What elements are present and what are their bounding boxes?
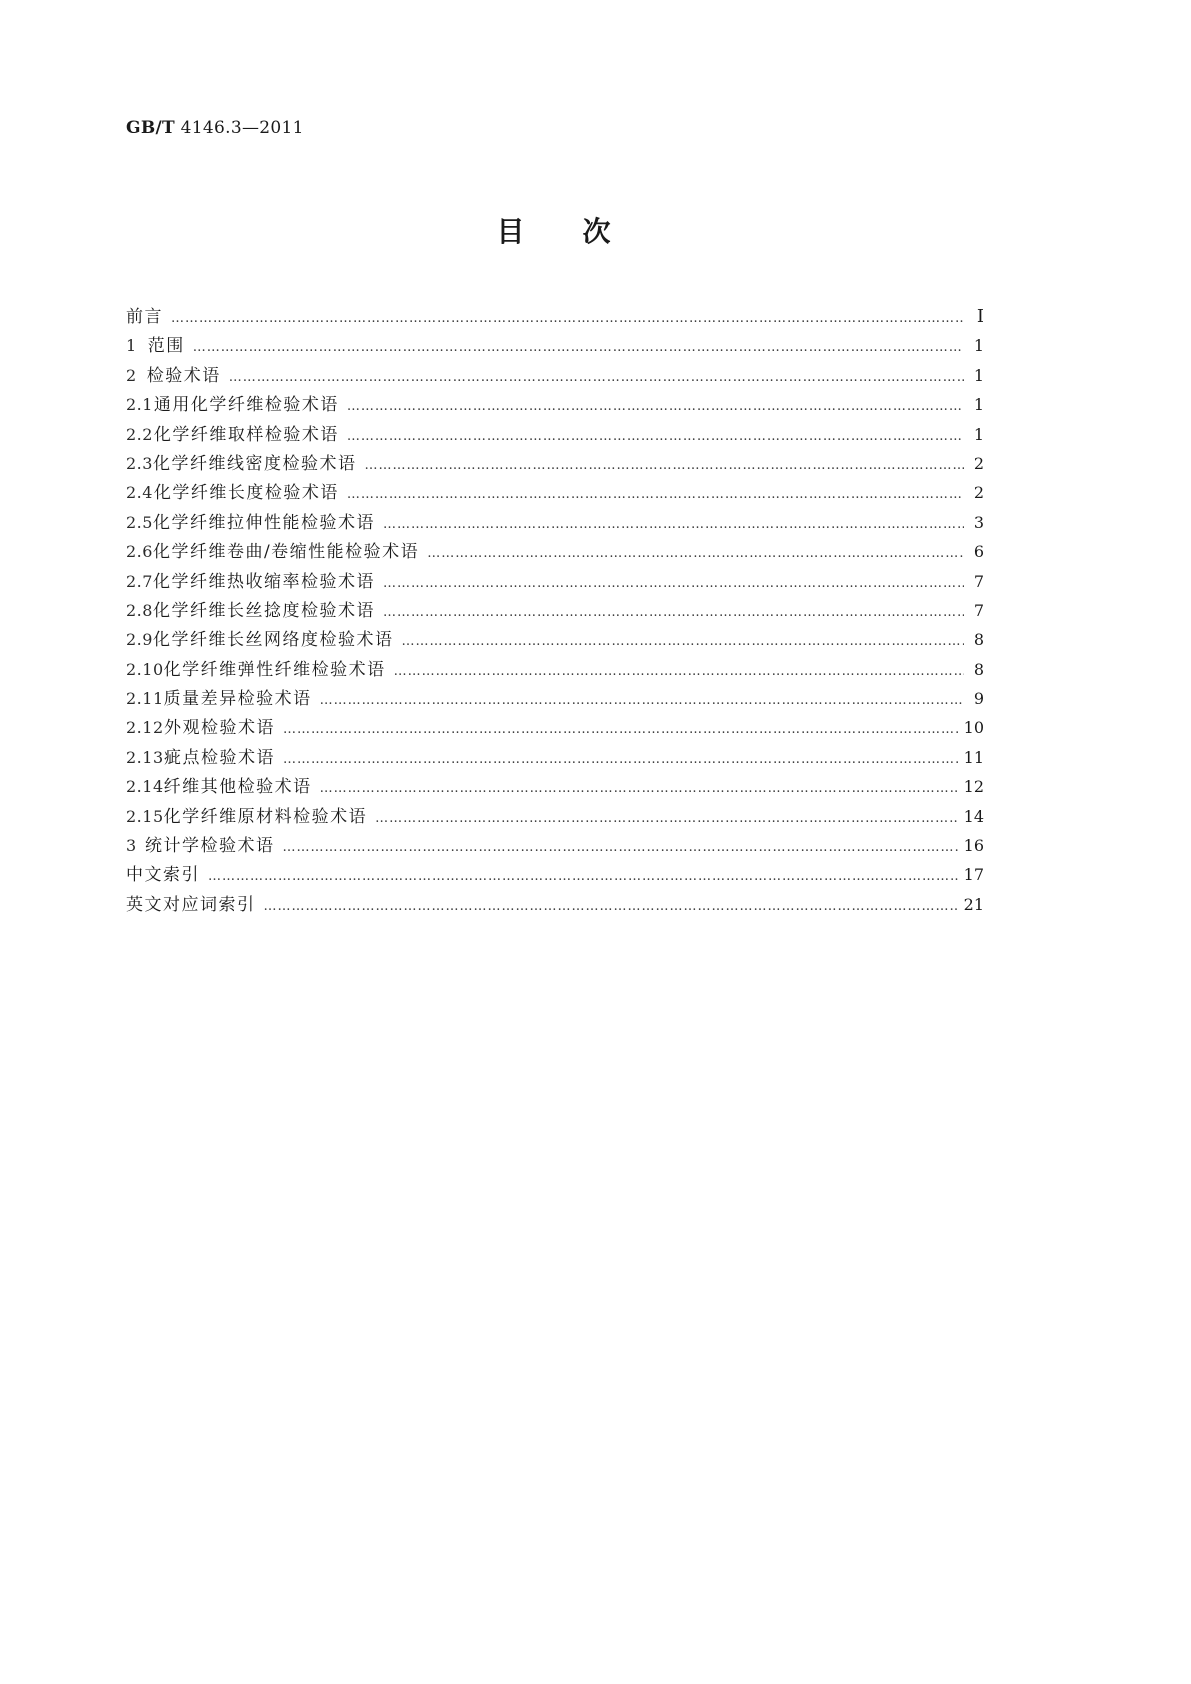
toc-leader <box>264 899 958 914</box>
table-of-contents <box>126 302 984 919</box>
toc-leader <box>365 458 964 473</box>
toc-leader <box>283 840 958 855</box>
toc-entry-title: 英文对应词索引 <box>126 894 256 915</box>
toc-entry-title: 化学纤维长丝网络度检验术语 <box>152 630 394 651</box>
toc-leader <box>375 811 958 826</box>
toc-entry-number: 1 <box>126 336 137 356</box>
page-title <box>0 210 1107 250</box>
toc-entry-number: 2.9 <box>126 630 153 650</box>
page-title-part1: 目 <box>496 215 525 248</box>
toc-leader <box>320 781 958 796</box>
toc-leader <box>283 722 958 737</box>
toc-leader <box>347 487 964 502</box>
toc-entry-2-10[interactable] <box>126 655 984 684</box>
toc-entry-2[interactable] <box>126 361 984 390</box>
toc-entry-2-8[interactable] <box>126 596 984 625</box>
toc-entry-title: 统计学检验术语 <box>145 836 275 857</box>
toc-entry-page: 12 <box>963 777 984 797</box>
toc-entry-number: 2.8 <box>126 600 153 620</box>
toc-leader <box>383 605 964 620</box>
toc-entry-page: 2 <box>973 453 984 473</box>
toc-entry-number: 2.3 <box>126 453 153 473</box>
toc-entry-2-13[interactable] <box>126 743 984 772</box>
toc-entry-title: 外观检验术语 <box>164 718 276 739</box>
toc-entry-chinese-index[interactable] <box>126 860 984 889</box>
toc-entry-number: 2.13 <box>126 747 164 767</box>
toc-entry-english-index[interactable] <box>126 890 984 919</box>
toc-leader <box>283 752 958 767</box>
toc-entry-page: 3 <box>973 512 984 532</box>
toc-entry-page: 1 <box>973 424 984 444</box>
toc-leader <box>347 429 964 444</box>
toc-entry-title: 质量差异检验术语 <box>163 689 312 710</box>
toc-entry-number: 2.11 <box>126 689 164 709</box>
toc-entry-2-9[interactable] <box>126 625 984 654</box>
toc-leader <box>383 576 964 591</box>
toc-entry-2-2[interactable] <box>126 420 984 449</box>
toc-entry-page: 1 <box>973 365 984 385</box>
toc-entry-title: 疵点检验术语 <box>164 747 276 768</box>
toc-entry-1[interactable] <box>126 331 984 360</box>
toc-entry-page: 11 <box>963 747 984 767</box>
toc-entry-2-3[interactable] <box>126 449 984 478</box>
toc-entry-page: 1 <box>973 395 984 415</box>
toc-entry-title: 通用化学纤维检验术语 <box>153 395 339 416</box>
toc-leader <box>347 399 964 414</box>
toc-entry-title: 中文索引 <box>126 865 200 886</box>
toc-leader <box>383 517 964 532</box>
toc-entry-title: 检验术语 <box>146 365 221 386</box>
toc-entry-title: 前言 <box>126 307 163 327</box>
toc-entry-2-7[interactable] <box>126 567 984 596</box>
toc-entry-title: 化学纤维长度检验术语 <box>153 483 339 504</box>
toc-entry-title: 化学纤维线密度检验术语 <box>153 453 357 474</box>
toc-entry-page: 14 <box>963 806 984 826</box>
toc-entry-number: 2.14 <box>126 777 164 797</box>
toc-entry-number: 2.4 <box>126 483 153 503</box>
toc-entry-title: 化学纤维取样检验术语 <box>153 424 339 445</box>
toc-entry-number: 2 <box>126 365 137 385</box>
toc-entry-number: 2.12 <box>126 718 164 738</box>
toc-entry-2-15[interactable] <box>126 802 984 831</box>
standard-code <box>126 118 304 138</box>
toc-entry-page: 9 <box>973 689 984 709</box>
toc-entry-page: 7 <box>973 600 984 620</box>
toc-entry-title: 化学纤维原材料检验术语 <box>163 806 368 827</box>
toc-entry-page: 1 <box>973 336 984 356</box>
toc-leader <box>427 546 964 561</box>
toc-entry-number: 2.5 <box>126 512 153 532</box>
toc-entry-page: 6 <box>973 542 984 562</box>
toc-entry-number: 2.10 <box>126 659 164 679</box>
toc-entry-title: 纤维其他检验术语 <box>163 777 312 798</box>
toc-leader <box>401 634 964 649</box>
toc-entry-title: 化学纤维长丝捻度检验术语 <box>152 600 375 621</box>
toc-entry-number: 2.15 <box>126 806 164 826</box>
toc-entry-page: 21 <box>963 894 984 914</box>
toc-entry-page: 16 <box>963 836 984 856</box>
toc-entry-number: 2.6 <box>126 542 153 562</box>
toc-entry-page: 8 <box>973 659 984 679</box>
toc-entry-2-4[interactable] <box>126 478 984 507</box>
toc-entry-number: 2.1 <box>126 395 153 415</box>
toc-entry-page: 17 <box>963 865 984 885</box>
toc-entry-page: 8 <box>973 630 984 650</box>
toc-leader <box>171 311 964 326</box>
standard-prefix: GB/T <box>126 118 175 138</box>
toc-leader <box>394 664 964 679</box>
toc-entry-title: 范围 <box>147 336 185 357</box>
toc-entry-2-6[interactable] <box>126 537 984 566</box>
toc-entry-2-1[interactable] <box>126 390 984 419</box>
toc-leader <box>193 340 964 355</box>
toc-entry-foreword[interactable] <box>126 302 984 331</box>
toc-entry-page: 7 <box>973 571 984 591</box>
toc-entry-2-12[interactable] <box>126 713 984 742</box>
standard-number: 4146.3—2011 <box>180 118 304 138</box>
toc-leader <box>208 869 958 884</box>
toc-leader <box>229 370 964 385</box>
toc-entry-page: 10 <box>963 718 984 738</box>
toc-entry-number: 3 <box>126 836 137 856</box>
toc-leader <box>320 693 964 708</box>
toc-entry-number: 2.7 <box>126 571 153 591</box>
toc-entry-title: 化学纤维卷曲/卷缩性能检验术语 <box>152 542 420 563</box>
toc-entry-3[interactable] <box>126 831 984 860</box>
toc-entry-2-5[interactable] <box>126 508 984 537</box>
toc-entry-title: 化学纤维拉伸性能检验术语 <box>152 512 375 533</box>
page-title-part2: 次 <box>582 215 611 248</box>
toc-entry-title: 化学纤维弹性纤维检验术语 <box>163 659 386 680</box>
toc-entry-page: Ⅰ <box>976 306 984 327</box>
toc-entry-page: 2 <box>973 483 984 503</box>
toc-entry-2-11[interactable] <box>126 684 984 713</box>
toc-entry-title: 化学纤维热收缩率检验术语 <box>152 571 375 592</box>
toc-entry-2-14[interactable] <box>126 772 984 801</box>
toc-entry-number: 2.2 <box>126 424 153 444</box>
